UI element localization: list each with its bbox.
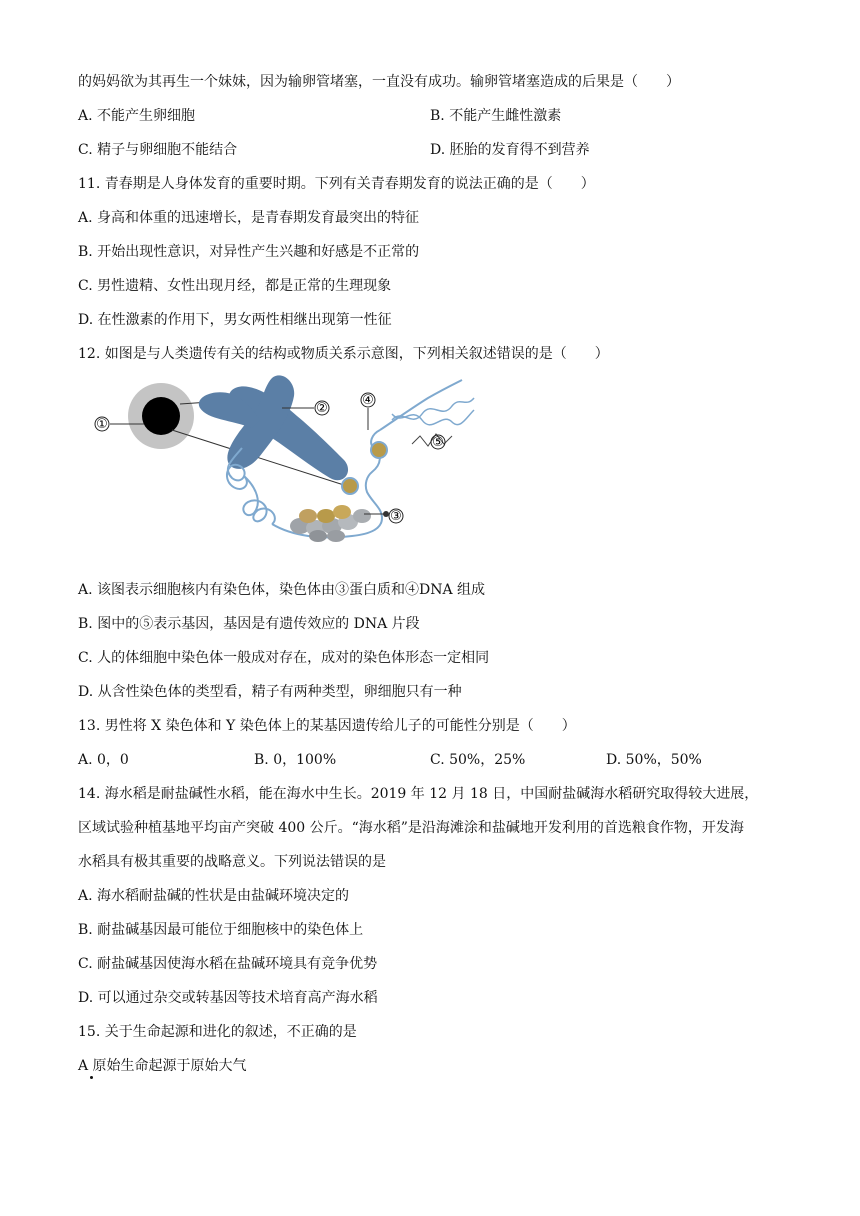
- q14-option-a: A. 海水稻耐盐碱的性状是由盐碱环境决定的: [78, 888, 350, 904]
- dna-helix: [392, 398, 474, 425]
- chromosome: [199, 375, 348, 480]
- question-10-continued: 的妈妈欲为其再生一个妹妹，因为输卵管堵塞，一直没有成功。输卵管堵塞造成的后果是（ ）: [78, 74, 680, 90]
- label-4: ④: [362, 393, 374, 408]
- q11-option-a: A. 身高和体重的迅速增长，是青春期发育最突出的特征: [78, 210, 420, 226]
- q14-option-b: B. 耐盐碱基因最可能位于细胞核中的染色体上: [78, 922, 364, 938]
- label-1: ①: [96, 417, 108, 432]
- q10-option-d: D. 胚胎的发育得不到营养: [430, 142, 590, 158]
- q12-option-c: C. 人的体细胞中染色体一般成对存在，成对的染色体形态一定相同: [78, 650, 490, 666]
- question-11: 11. 青春期是人身体发育的重要时期。下列有关青春期发育的说法正确的是（ ）: [78, 176, 595, 192]
- q11-option-b: B. 开始出现性意识，对异性产生兴趣和好感是不正常的: [78, 244, 420, 260]
- question-14-line-3: 水稻具有极其重要的战略意义。下列说法错误的是: [78, 854, 386, 870]
- label-3: ③: [390, 509, 402, 524]
- q14-option-c: C. 耐盐碱基因使海水稻在盐碱环境具有竞争优势: [78, 956, 378, 972]
- question-13: 13. 男性将 X 染色体和 Y 染色体上的某基因遗传给儿子的可能性分别是（ ）: [78, 718, 576, 734]
- q10-option-b: B. 不能产生雌性激素: [430, 108, 562, 124]
- stray-dot: [90, 1076, 93, 1079]
- q13-option-d: D. 50%，50%: [606, 752, 702, 768]
- chromosome-diagram: [82, 368, 482, 564]
- q11-option-d: D. 在性激素的作用下，男女两性相继出现第一性征: [78, 312, 392, 328]
- histone-2: [371, 442, 387, 458]
- question-14-line-1: 14. 海水稻是耐盐碱性水稻，能在海水中生长。2019 年 12 月 18 日，中国耐盐碱海水稻研究取得较大进展，: [78, 786, 759, 802]
- label-5: ⑤: [432, 435, 444, 450]
- q13-option-b: B. 0，100%: [254, 752, 337, 768]
- label-2: ②: [316, 401, 328, 416]
- nucleus: [142, 397, 180, 435]
- q11-option-c: C. 男性遗精、女性出现月经，都是正常的生理现象: [78, 278, 392, 294]
- q10-option-a: A. 不能产生卵细胞: [78, 108, 196, 124]
- question-12: 12. 如图是与人类遗传有关的结构或物质关系示意图，下列相关叙述错误的是（ ）: [78, 346, 609, 362]
- q12-option-b: B. 图中的⑤表示基因，基因是有遗传效应的 DNA 片段: [78, 616, 420, 632]
- question-15: 15. 关于生命起源和进化的叙述，不正确的是: [78, 1024, 357, 1040]
- q14-option-d: D. 可以通过杂交或转基因等技术培育高产海水稻: [78, 990, 378, 1006]
- nucleosome-beads: [290, 505, 371, 542]
- q10-option-c: C. 精子与卵细胞不能结合: [78, 142, 238, 158]
- question-14-line-2: 区域试验种植基地平均亩产突破 400 公斤。“海水稻”是沿海滩涂和盐碱地开发利用的首选粮食作物，开发海: [78, 820, 744, 836]
- q15-option-a: A 原始生命起源于原始大气: [78, 1058, 247, 1074]
- q12-option-d: D. 从含性染色体的类型看，精子有两种类型，卵细胞只有一种: [78, 684, 462, 700]
- q13-option-c: C. 50%，25%: [430, 752, 526, 768]
- q13-option-a: A. 0，0: [78, 752, 129, 768]
- histone-1: [342, 478, 358, 494]
- q12-option-a: A. 该图表示细胞核内有染色体，染色体由③蛋白质和④DNA 组成: [78, 582, 486, 598]
